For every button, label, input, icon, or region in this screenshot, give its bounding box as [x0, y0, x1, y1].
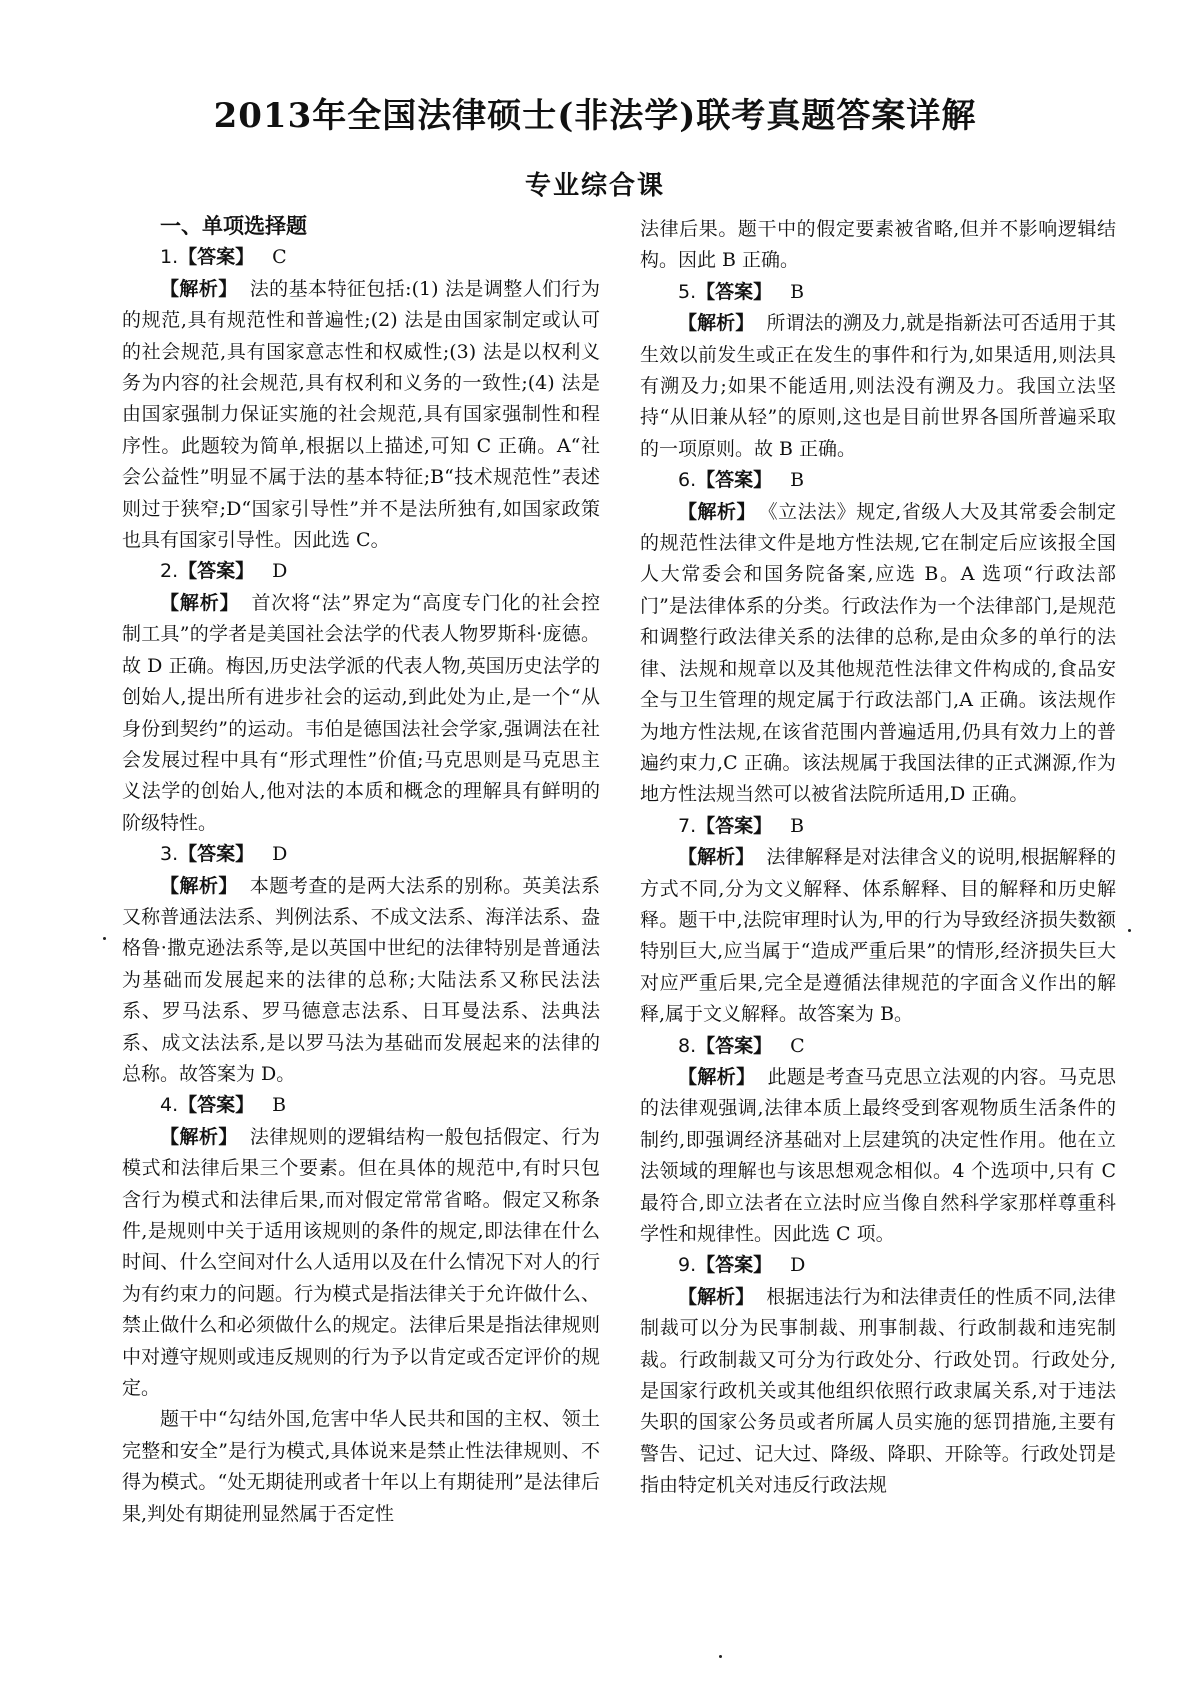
explanation-label: 【解析】: [678, 312, 755, 335]
answer-value: B: [790, 814, 805, 837]
scan-speck: [1128, 929, 1131, 932]
explanation-q9: 【解析】 根据违法行为和法律责任的性质不同,法律制裁可以分为民事制裁、刑事制裁、行政制裁和违宪制裁。行政制裁又可分为行政处分、行政处罚。行政处分,是国家行政机关或其他组织依照行政隶属关系,对于违法失职的国家公务员或者所属人员实施的惩罚措施,主要有警告、记过、记大过、降级、降职、开除等。行政处罚是指由特定机关对违反行政法规: [640, 1285, 1116, 1497]
explanation-q2: 【解析】 首次将“法”界定为“高度专门化的社会控制工具”的学者是美国社会法学的代表人物罗斯科·庞德。故 D 正确。梅因,历史法学派的代表人物,英国历史法学的创始人,提出所有进步社会的运动,到此处为止,是一个“从身份到契约”的运动。韦伯是德国法社会学家,强调法在社会发展过程中具有“形式理性”价值;马克思则是马克思主义法学的创始人,他对法的本质和概念的理解具有鲜明的阶级特性。: [122, 591, 600, 834]
explanation-label: 【解析】: [678, 846, 755, 869]
explanation-label: 【解析】: [160, 591, 240, 614]
explanation-label: 【解析】: [160, 874, 238, 897]
explanation-q4: 【解析】 法律规则的逻辑结构一般包括假定、行为模式和法律后果三个要素。但在具体的规范中,有时只包含行为模式和法律后果,而对假定常常省略。假定又称条件,是规则中关于适用该规则的条件的规定,即法律在什么时间、什么空间对什么人适用以及在什么情况下对人的行为有约束力的问题。行为模式是指法律关于允许做什么、禁止做什么和必须做什么的规定。法律后果是指法律规则中对遵守规则或违反规则的行为予以肯定或否定评价的规定。: [122, 1125, 600, 1400]
answer-value: D: [272, 843, 288, 866]
answer-line-q8: 8.【答案】 C: [678, 1034, 805, 1057]
answer-value: D: [790, 1254, 806, 1277]
answer-value: B: [272, 1094, 287, 1117]
answer-value: C: [272, 246, 287, 269]
explanation-q4-paragraph-2: 题干中“勾结外国,危害中华人民共和国的主权、领土完整和安全”是行为模式,具体说来是禁止性法律规则、不得为模式。“处无期徒刑或者十年以上有期徒刑”是法律后果,判处有期徒刑显然属于否定性: [122, 1408, 600, 1525]
answer-label: 【答案】: [696, 1254, 773, 1277]
section-heading: 一、单项选择题: [160, 214, 307, 238]
answer-line-q9: 9.【答案】 D: [678, 1254, 806, 1277]
explanation-q8: 【解析】 此题是考查马克思立法观的内容。马克思的法律观强调,法律本质上最终受到客观物质生活条件的制约,即强调经济基础对上层建筑的决定性作用。他在立法领域的理解也与该思想观念相似。4 个选项中,只有 C 最符合,即立法者在立法时应当像自然科学家那样尊重科学性和规律性。因此选 C 项。: [640, 1065, 1116, 1245]
explanation-q7: 【解析】 法律解释是对法律含义的说明,根据解释的方式不同,分为文义解释、体系解释、目的解释和历史解释。题干中,法院审理时认为,甲的行为导致经济损失数额特别巨大,应当属于“造成严重后果”的情形,经济损失巨大对应严重后果,完全是遵循法律规范的字面含义作出的解释,属于文义解释。故答案为 B。: [640, 846, 1116, 1026]
explanation-q4-continued: 法律后果。题干中的假定要素被省略,但并不影响逻辑结构。因此 B 正确。: [640, 218, 1116, 272]
explanation-q6: 【解析】 《立法法》规定,省级人大及其常委会制定的规范性法律文件是地方性法规,它在制定后应该报全国人大常委会和国务院备案,应选 B。A 选项“行政法部门”是法律体系的分类。行政法作为一个法律部门,是规范和调整行政法律关系的法律的总称,是由众多的单行的法律、法规和规章以及其他规范性法律文件构成的,食品安全与卫生管理的规定属于行政法部门,A 正确。该法规作为地方性法规,在该省范围内普遍适用,仍具有效力上的普遍约束力,C 正确。该法规属于我国法律的正式渊源,作为地方性法规当然可以被省法院所适用,D 正确。: [640, 500, 1116, 806]
explanation-label: 【解析】: [678, 1065, 756, 1088]
page-title: 2013年全国法律硕士(非法学)联考真题答案详解: [213, 96, 977, 136]
answer-label: 【答案】: [178, 843, 255, 866]
answer-line-q6: 6.【答案】 B: [678, 469, 805, 492]
right-column: [640, 214, 1116, 1502]
answer-value: D: [272, 560, 288, 583]
left-column: [122, 211, 600, 1530]
answer-label: 【答案】: [178, 1094, 255, 1117]
explanation-label: 【解析】: [678, 500, 757, 523]
answer-line-q4: 4.【答案】 B: [160, 1094, 287, 1117]
page-subtitle: 专业综合课: [524, 171, 665, 201]
answer-line-q3: 3.【答案】 D: [160, 843, 288, 866]
answer-label: 【答案】: [696, 1034, 773, 1057]
answer-label: 【答案】: [696, 814, 773, 837]
answer-label: 【答案】: [696, 469, 773, 492]
explanation-label: 【解析】: [160, 1125, 238, 1148]
explanation-q5: 【解析】 所谓法的溯及力,就是指新法可否适用于其生效以前发生或正在发生的事件和行为,如果适用,则法具有溯及力;如果不能适用,则法没有溯及力。我国立法坚持“从旧兼从轻”的原则,这也是目前世界各国所普遍采取的一项原则。故 B 正确。: [640, 312, 1116, 460]
answer-value: B: [790, 280, 805, 303]
answer-label: 【答案】: [178, 560, 255, 583]
explanation-q3: 【解析】 本题考查的是两大法系的别称。英美法系又称普通法法系、判例法系、不成文法系、海洋法系、盎格鲁·撒克逊法系等,是以英国中世纪的法律特别是普通法为基础而发展起来的法律的总称;大陆法系又称民法法系、罗马法系、罗马德意志法系、日耳曼法系、法典法系、成文法法系,是以罗马法为基础而发展起来的法律的总称。故答案为 D。: [122, 874, 600, 1085]
explanation-q1: 【解析】 法的基本特征包括:(1) 法是调整人们行为的规范,具有规范性和普遍性;(2) 法是由国家制定或认可的社会规范,具有国家意志性和权威性;(3) 法是以权利义务为内容的社会规范,具有权利和义务的一致性;(4) 法是由国家强制力保证实施的社会规范,具有国家强制性和程序性。此题较为简单,根据以上描述,可知 C 正确。A“社会公益性”明显不属于法的基本特征;B“技术规范性”表述则过于狭窄;D“国家引导性”并不是法所独有,如国家政策也具有国家引导性。因此选 C。: [122, 277, 600, 552]
answer-label: 【答案】: [178, 246, 255, 269]
answer-value: C: [790, 1034, 805, 1057]
explanation-label: 【解析】: [160, 277, 238, 300]
answer-line-q2: 2.【答案】 D: [160, 560, 288, 583]
answer-label: 【答案】: [696, 280, 773, 303]
explanation-label: 【解析】: [678, 1285, 755, 1308]
answer-value: B: [790, 469, 805, 492]
answer-line-q1: 1.【答案】 C: [160, 246, 287, 269]
scan-speck: [103, 937, 106, 940]
answer-line-q5: 5.【答案】 B: [678, 280, 805, 303]
scan-speck: [719, 1655, 722, 1658]
answer-line-q7: 7.【答案】 B: [678, 814, 805, 837]
